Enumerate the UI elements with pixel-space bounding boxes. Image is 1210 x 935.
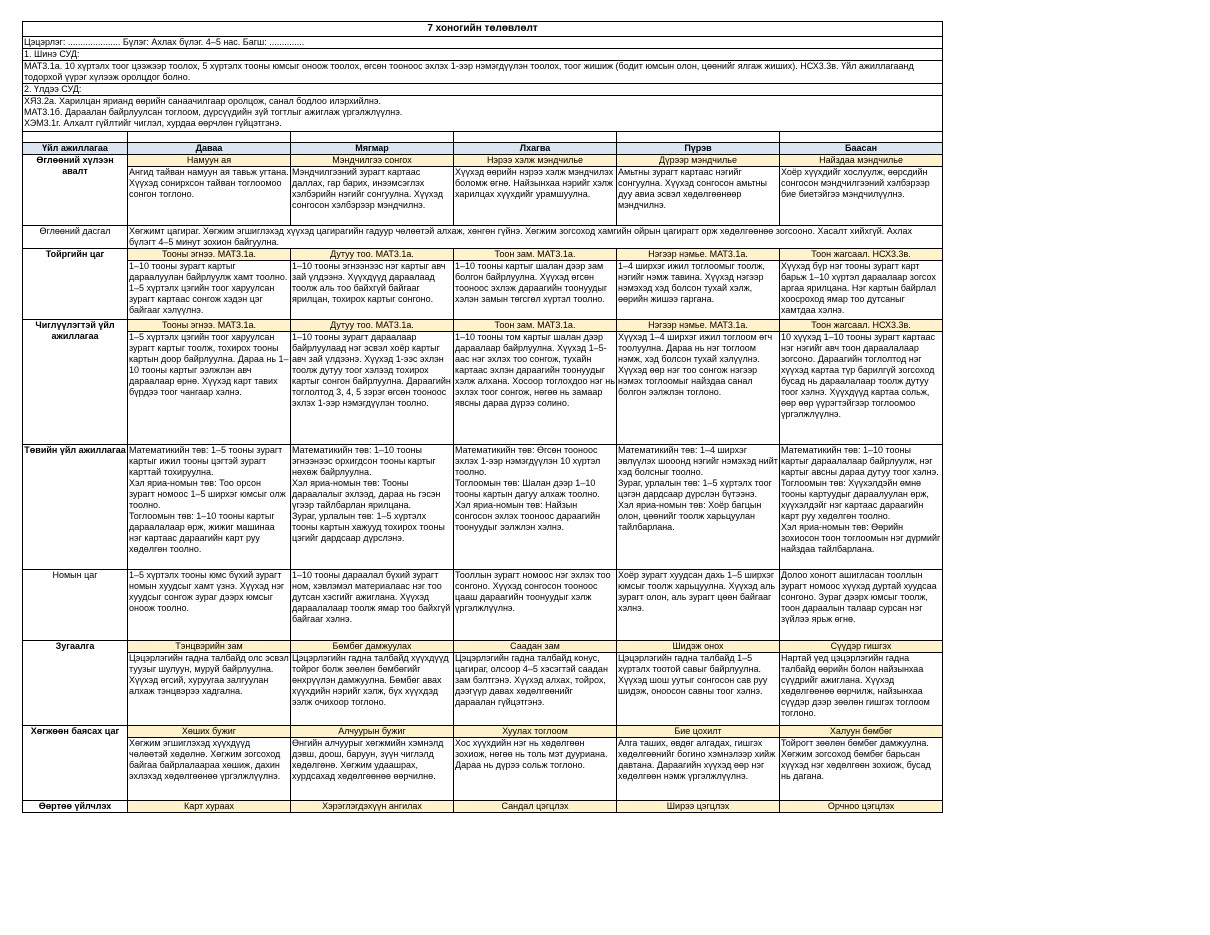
activity-row xyxy=(23,641,943,653)
activity-subtitle: Дутуу тоо. МАТ3.1а. xyxy=(291,249,454,261)
activity-subtitle: Бие цохилт xyxy=(617,726,780,738)
activity-content-row xyxy=(23,167,943,226)
section1-text: МАТ3.1а. 10 хүртэлх тоог цээжээр тоолох, 5 хүртэлх тооны юмсыг оноож тоолох, өгсөн тооноос эхлэх 1-ээр нэмэгдүүлэн тоолох, тоог жишиж (бодит юмсын олон, цөөнийг ялгаж жиших). НСХ3.3в. Үйл ажиллагаанд тодорхой үүрэг хүлээж оролцдог болно. xyxy=(23,61,943,84)
activity-cell: 1–5 хүртэлх цэгийн тоог харуулсан зурагт картыг тоолж, тохирох тооны картын доор байрлуулна. Дараа нь 1–10 тооны картыг ээлжлэн авч дараалаар өрнө. Хүүхэд карт тавих бүрдээ тоог чангаар хэлнэ. xyxy=(128,332,291,445)
activity-cell: Тооллын зурагт номоос нэг эхлэх тоо сонгоно. Хүүхэд сонгосон тооноос цааш дараагийн тоонуудыг хэлж үргэлжлүүлнэ. xyxy=(454,570,617,641)
header-activity: Үйл ажиллагаа xyxy=(23,143,128,155)
activity-label: Хөгжөөн баясах цаг xyxy=(23,726,128,801)
section2-text-row xyxy=(23,96,943,132)
activity-subtitle: Бөмбөг дамжуулах xyxy=(291,641,454,653)
activity-cell: 1–10 тооны том картыг шалан дээр дараалаар байрлуулна. Хүүхэд 1–5-аас нэг эхлэх тоо сонгож, тухайн картаас эхлэн дараагийн тоонуудыг хэлж алхана. Хосоор тоглохдоо нэг нь эхлэх тоог сонгож, нөгөө нь замаар явсны дараа дүрээ солино. xyxy=(454,332,617,445)
activity-subtitle: Сүүдэр гишгэх xyxy=(780,641,943,653)
activity-cell: 1–4 ширхэг ижил тоглоомыг тоолж, нэгийг нэмж тавина. Хүүхэд нэгээр нэмэхэд хэд болсон тухай хэлж, өөрийн жишээ гаргана. xyxy=(617,261,780,320)
activity-subtitle: Нэгээр нэмье. МАТ3.1а. xyxy=(617,249,780,261)
title-row xyxy=(23,22,943,37)
section1-label-row xyxy=(23,49,943,61)
activity-subtitle: Халуун бөмбөг xyxy=(780,726,943,738)
spacer-cell xyxy=(128,132,291,143)
activity-content-row xyxy=(23,738,943,801)
activity-row xyxy=(23,726,943,738)
activity-subtitle: Тооны эгнээ. МАТ3.1а. xyxy=(128,320,291,332)
header-thursday: Пүрэв xyxy=(617,143,780,155)
activity-subtitle: Мэндчилгээ сонгох xyxy=(291,155,454,167)
activity-subtitle: Тэнцвэрийн зам xyxy=(128,641,291,653)
activity-label: Төвийн үйл ажиллагаа xyxy=(23,445,128,570)
weekly-plan-table xyxy=(22,21,943,813)
activity-subtitle: Тооны эгнээ. МАТ3.1а. xyxy=(128,249,291,261)
activity-subtitle: Хөших бужиг xyxy=(128,726,291,738)
activity-cell: Долоо хоногт ашигласан тооллын зурагт номоос хүүхэд дуртай хуудсаа сонгоно. Зураг дээрх юмсыг тоолж, тоон дараалын талаар сурсан нэг зүйлээ ярьж өгнө. xyxy=(780,570,943,641)
activity-content-row xyxy=(23,261,943,320)
activity-row xyxy=(23,801,943,813)
activity-subtitle: Орчноо цэгцлэх xyxy=(780,801,943,813)
activity-cell: Тойрогт зөөлөн бөмбөг дамжуулна. Хөгжим зогсоход бөмбөг барьсан хүүхэд нэг хөдөлгөөн зохиож, бусад нь дагана. xyxy=(780,738,943,801)
header-monday: Даваа xyxy=(128,143,291,155)
spacer-cell xyxy=(780,132,943,143)
activity-row xyxy=(23,249,943,261)
activity-cell: 1–10 тооны эгнээнээс нэг картыг авч зай үлдээнэ. Хүүхдүүд дараалаад тоолж аль тоо байхгүй байгааг ярилцан, тохирох картыг сонгоно. xyxy=(291,261,454,320)
section2-label: 2. Үлдээ СУД: xyxy=(23,84,943,96)
activity-subtitle: Карт хураах xyxy=(128,801,291,813)
activity-cell: 1–10 тооны зурагт картыг дараалуулан байрлуулж хамт тоолно. 1–5 хүртэлх цэгийн тоог харуулсан зурагт картаас сонгож хэдэн цэг байгааг хэлүүлнэ. xyxy=(128,261,291,320)
activity-row xyxy=(23,155,943,167)
activity-cell: Цэцэрлэгийн гадна талбайд хүүхдүүд тойрог болж зөөлөн бөмбөгийг өнхрүүлэн дамжуулна. Бөмбөг авах хүүхдийн нэрийг хэлж, бүх хүүхдэд ээлж очихоор тоглоно. xyxy=(291,653,454,726)
header-wednesday: Лхагва xyxy=(454,143,617,155)
sheet-title: 7 хоногийн төлөвлөлт xyxy=(23,22,943,37)
section2-text: ХЯ3.2а. Харилцан ярианд өөрийн санаачилгаар оролцож, санал бодлоо илэрхийлнэ. МАТ3.1б. Дараалан байрлуулсан тоглоом, дүрсүүдийн зүй тогтлыг ажиглаж үргэлжлүүлнэ. ХЭМ3.1г. Алхалт гүйлтийг чиглэл, хурдаа өөрчлөн гүйцэтгэнэ. xyxy=(23,96,943,132)
activity-subtitle: Хэрэглэгдэхүүн ангилах xyxy=(291,801,454,813)
activity-label: Өглөөний хүлээн авалт xyxy=(23,155,128,226)
activity-subtitle: Тоон жагсаал. НСХ3.3в. xyxy=(780,249,943,261)
activity-cell: Хөгжим эгшиглэхэд хүүхдүүд чөлөөтэй хөдөлнө. Хөгжим зогсоход байгаа байрлалаараа хөшиж, дахин эхлэхэд хөдөлгөөнөө үргэлжлүүлнэ. xyxy=(128,738,291,801)
activity-cell: Өнгийн алчуурыг хөгжмийн хэмнэлд дэвш, доош, баруун, зүүн чиглэлд хөдөлгөнө. Хөгжим удаашрах, хурдсахад хөдөлгөөнөө өөрчилнө. xyxy=(291,738,454,801)
activity-label: Зугаалга xyxy=(23,641,128,726)
activity-cell: 1–5 хүртэлх тооны юмс бүхий зурагт номын хуудсыг хамт үзнэ. Хүүхэд нэг хуудсыг сонгож зураг дээрх юмсыг оноож тоолно. xyxy=(128,570,291,641)
activity-subtitle: Нэгээр нэмье. МАТ3.1а. xyxy=(617,320,780,332)
activity-cell: 1–10 тооны зурагт дараалаар байрлуулаад нэг эсвэл хоёр картыг авч зай үлдээнэ. Хүүхэд 1-ээс эхлэн тоолж дутуу тоог хэлээд тохирох картыг сонгон байрлуулна. Дараагийн тоглолтод 3, 4, 5 зэрэг өгсөн тооноос эхлэх 1-ээр нэмэгдүүлэн тоолно. xyxy=(291,332,454,445)
activity-cell: Хүүхэд бүр нэг тооны зурагт карт барьж 1–10 хүртэл дараалаар зогсох аргаа ярилцана. Нэг картын байрлал хоосроход ямар тоо дутсаныг хамтдаа хэлнэ. xyxy=(780,261,943,320)
activity-cell: 1–10 тооны дараалал бүхий зурагт ном, хэвлэмэл материалаас нэг тоо дутсан хэсгийг ажиглана. Хүүхэд дараалалаар тоолж ямар тоо байхгүй байгааг хэлнэ. xyxy=(291,570,454,641)
header-row xyxy=(23,143,943,155)
activity-cell: Хоёр хүүхдийг хослуулж, өөрсдийн сонгосон мэндчилгээний хэлбэрээр бие биетэйгээ мэндчилүүлнэ. xyxy=(780,167,943,226)
activity-subtitle: Тоон зам. МАТ3.1а. xyxy=(454,249,617,261)
activity-cell: Амьтны зурагт картаас нэгийг сонгуулна. Хүүхэд сонгосон амьтны дуу авиа эсвэл хөдөлгөөнөөр мэндчилнэ. xyxy=(617,167,780,226)
activity-content-row xyxy=(23,653,943,726)
activity-subtitle: Нэрээ хэлж мэндчилье xyxy=(454,155,617,167)
activity-subtitle: Дүрээр мэндчилье xyxy=(617,155,780,167)
activity-subtitle: Хуулах тоглоом xyxy=(454,726,617,738)
activity-cell: Нартай үед цэцэрлэгийн гадна талбайд өөрийн болон найзынхаа сүүдрийг ажиглана. Хүүхэд хөдөлгөөнөө өөрчилж, найзынхаа сүүдэр дээр зөөлөн гишгэх тоглоом тоглоно. xyxy=(780,653,943,726)
header-tuesday: Мягмар xyxy=(291,143,454,155)
planning-sheet xyxy=(22,21,942,813)
section1-label: 1. Шинэ СУД: xyxy=(23,49,943,61)
header-friday: Баасан xyxy=(780,143,943,155)
activity-label: Тойргийн цаг xyxy=(23,249,128,320)
spacer-cell xyxy=(291,132,454,143)
activity-cell: Хос хүүхдийн нэг нь хөдөлгөөн зохиож, нөгөө нь толь мэт дууриана. Дараа нь дүрээ сольж тоглоно. xyxy=(454,738,617,801)
activity-cell: Алга таших, өвдөг алгадах, гишгэх хөдөлгөөнийг богино хэмнэлээр хийж давтана. Дараагийн хүүхэд өөр нэг хөдөлгөөн нэмж үргэлжлүүлнэ. xyxy=(617,738,780,801)
activity-subtitle: Алчуурын бужиг xyxy=(291,726,454,738)
activity-cell: Хүүхэд 1–4 ширхэг ижил тоглоом өгч тоолуулна. Дараа нь нэг тоглоом нэмж, хэд болсон тухай хэлүүлнэ. Хүүхэд өөр нэг тоо сонгож нэгээр нэмэх тоглоомыг найздаа санал болгон ээлжлэн тоглоно. xyxy=(617,332,780,445)
activity-cell: 10 хүүхэд 1–10 тооны зурагт картаас нэг нэгийг авч тоон дараалалаар зогсоно. Дараагийн тоглолтод нэг хүүхэд картаа түр барилгүй зогсоход бусад нь дараалалаар тоолж дутуу тоог хэлнэ. Хүүхдүүд картаа сольж, өөр өөр үүрэгтэйгээр тоглоомоо үргэлжлүүлнэ. xyxy=(780,332,943,445)
activity-cell: Математикийн төв: 1–10 тооны эгнээнээс орхигдсон тооны картыг нөхөж байрлуулна. Хэл яриа-номын төв: Тооны дараалалыг эхлээд, дараа нь гэсэн үгээр тайлбарлан ярилцана. Зураг, урлалын төв: 1–5 хүртэлх тооны картын хажууд тохирох тооны цэгийг дардсаар дүрслэнэ. xyxy=(291,445,454,570)
spacer-cell xyxy=(454,132,617,143)
activity-row xyxy=(23,445,943,570)
activity-subtitle: Сандал цэгцлэх xyxy=(454,801,617,813)
spacer-cell xyxy=(617,132,780,143)
activity-subtitle: Ширээ цэгцлэх xyxy=(617,801,780,813)
spacer-row xyxy=(23,132,943,143)
section2-label-row xyxy=(23,84,943,96)
activity-cell: Цэцэрлэгийн гадна талбайд конус, цагираг, олсоор 4–5 хэсэгтэй саадан зам бэлтгэнэ. Хүүхэд алхах, тойрох, дээгүүр давах хөдөлгөөнийг дараалан гүйцэтгэнэ. xyxy=(454,653,617,726)
activity-cell: Ангид тайван намуун ая тавьж угтана. Хүүхэд сонирхсон тайван тоглоомоо сонгон тоглоно. xyxy=(128,167,291,226)
activity-cell: Математикийн төв: 1–10 тооны картыг дараалалаар байрлуулж, нэг картыг авсны дараа дутуу тоог хэлнэ. Тоглоомын төв: Хүүхэлдэйн өмнө тооны картуудыг дараалуулан өрж, хүүхэлдэйг нэг картаас дараагийн карт руу хөдөлгөн тоолно. Хэл яриа-номын төв: Өөрийн зохиосон тоон тоглоомын нэг дүрмийг найздаа тайлбарлана. xyxy=(780,445,943,570)
activity-label: Өөртөө үйлчлэх xyxy=(23,801,128,813)
activity-cell: Хүүхэд өөрийн нэрээ хэлж мэндчилэх боломж өгнө. Найзынхаа нэрийг хэлж харилцах хүүхдийг урамшуулна. xyxy=(454,167,617,226)
activity-row xyxy=(23,570,943,641)
activity-label: Өглөөний дасгал xyxy=(23,226,128,249)
activity-cell: Мэндчилгээний зурагт картаас даллах, гар барих, инээмсэглэх хэлбэрийн нэгийг сонгуулна. Хүүхэд сонгосон хэлбэрээр мэндчилнэ. xyxy=(291,167,454,226)
info-line: Цэцэрлэг: ..................... Бүлэг: Ахлах бүлэг. 4–5 нас. Багш: .............. xyxy=(23,37,943,49)
activity-subtitle: Тоон зам. МАТ3.1а. xyxy=(454,320,617,332)
activity-cell: 1–10 тооны картыг шалан дээр зам болгон байрлуулна. Хүүхэд өгсөн тооноос эхлэж дараагийн тоонуудыг хэлэн замын төгсгөл хүртэл тоолно. xyxy=(454,261,617,320)
activity-subtitle: Найздаа мэндчилье xyxy=(780,155,943,167)
section1-text-row xyxy=(23,61,943,84)
activity-row xyxy=(23,320,943,332)
activity-cell: Математикийн төв: 1–4 ширхэг эвлүүлэх шооонд нэгийг нэмэхэд нийт хэд болсныг тоолно. Зураг, урлалын төв: 1–5 хүртэлх тоог цэгэн дардсаар дүрслэн бүтээнэ. Хэл яриа-номын төв: Хоёр багцын олон, цөөнийг тоолж харьцуулан тайлбарлана. xyxy=(617,445,780,570)
activity-subtitle: Дутуу тоо. МАТ3.1а. xyxy=(291,320,454,332)
activity-subtitle: Шидэж онох xyxy=(617,641,780,653)
activity-label: Номын цаг xyxy=(23,570,128,641)
activity-content-row xyxy=(23,332,943,445)
activity-merged-cell: Хөгжимт цагираг. Хөгжим эгшиглэхэд хүүхэд цагирагийн гадуур чөлөөтэй алхаж, хөнгөн гүйнэ. Хөгжим зогсоход хамгийн ойрын цагирагт орж хөдөлгөөнөө зогсооно. Хасалт хийхгүй. Ахлах бүлэгт 4–5 минут зохион байгуулна. xyxy=(128,226,943,249)
activity-label: Чиглүүлэгтэй үйл ажиллагаа xyxy=(23,320,128,445)
activity-subtitle: Саадан зам xyxy=(454,641,617,653)
activity-subtitle: Намуун ая xyxy=(128,155,291,167)
activity-cell: Цэцэрлэгийн гадна талбайд 1–5 хүртэлх тоотой савыг байрлуулна. Хүүхэд шош уутыг сонгосон сав руу шидэж, оноосон савны тоог хэлнэ. xyxy=(617,653,780,726)
activity-cell: Хоёр зурагт хуудсан дахь 1–5 ширхэг юмсыг тоолж харьцуулна. Хүүхэд аль зурагт олон, аль зурагт цөөн байгааг хэлнэ. xyxy=(617,570,780,641)
activity-cell: Математикийн төв: Өгсөн тооноос эхлэх 1-ээр нэмэгдүүлэн 10 хүртэл тоолно. Тоглоомын төв: Шалан дээр 1–10 тооны картын дагуу алхаж тоолно. Хэл яриа-номын төв: Найзын сонгосон эхлэх тооноос дараагийн тоонуудыг ээлжлэн хэлнэ. xyxy=(454,445,617,570)
activity-cell: Цэцэрлэгийн гадна талбайд олс эсвэл туузыг шулуун, муруй байрлуулна. Хүүхэд өгсий, хуруугаа залгуулан алхаж тэнцвэрээ хадгална. xyxy=(128,653,291,726)
info-row xyxy=(23,37,943,49)
activity-row xyxy=(23,226,943,249)
spacer-cell xyxy=(23,132,128,143)
activity-cell: Математикийн төв: 1–5 тооны зурагт картыг ижил тооны цэгтэй зурагт карттай тохируулна. Хэл яриа-номын төв: Тоо орсон зурагт номоос 1–5 ширхэг юмсыг олж тоолно. Тоглоомын төв: 1–10 тооны картыг дараалалаар өрж, жижиг машинаа нэг картаас дараагийн карт руу хөдөлгөн тоолно. xyxy=(128,445,291,570)
activity-subtitle: Тоон жагсаал. НСХ3.3в. xyxy=(780,320,943,332)
